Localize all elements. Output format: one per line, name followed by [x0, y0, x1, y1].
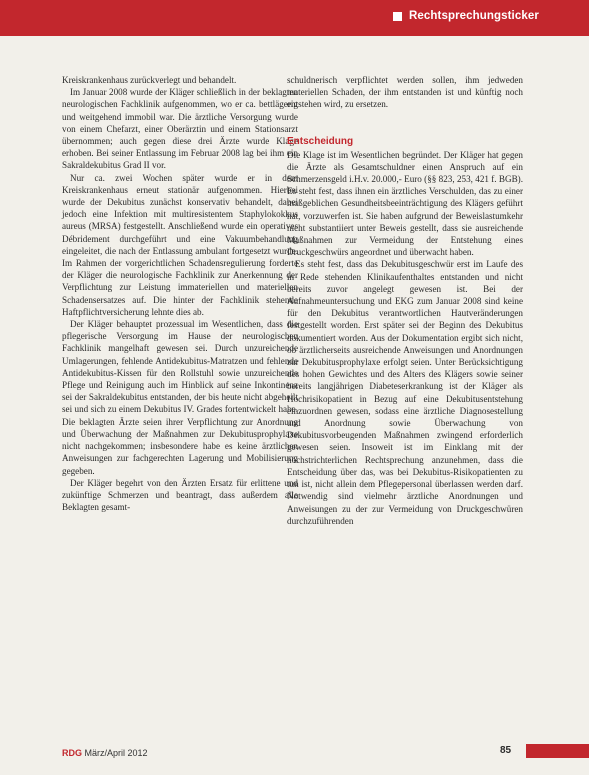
journal-brand: RDG [62, 748, 82, 758]
issue-date: März/April 2012 [84, 748, 148, 758]
paragraph: Der Kläger begehrt von den Ärzten Ersatz für erlittene und zukünftige Schmerzen und beantragt, dass außerdem alle Beklagten gesamt- [62, 477, 298, 513]
paragraph: Der Kläger behauptet prozessual im Wesentlichen, dass die pflegerische Versorgung im Hause der neurologischen Fachklinik mangelhaft gewesen sei. Durch unzureichende Umlagerungen, fehlende Antidekubitus-Matratzen und fehlende Antidekubitus-Kissen für den Rollstuhl sowie unzureichende Pflege und Reinigung auch im Hinblick auf seine Inkontinenz sei der Sakraldekubitus entstanden, der bis heute nicht abgeheilt sei und sich zu einem Dekubitus IV. Grades fortentwickelt habe. Die beklagten Ärzte seien ihrer Verpflichtung zur Anordnung und Überwachung der Maßnahmen zur Dekubitusprophylaxe nicht nachgekommen; insbesondere habe es keine ärztlichen Anweisungen zur fachgerechten Lagerung und Mobilisierung gegeben. [62, 319, 298, 476]
rubric-label [393, 6, 539, 26]
paragraph: Es steht fest, dass das Dekubitusgeschwür erst im Laufe des in Rede stehenden Klinikaufenthaltes entstanden und nicht bereits zuvor angelegt gewesen ist. Bei der Aufnahmeuntersuchung und EKG zum Januar 2008 sind keine für den Dekubitus verantwortlichen Hautveränderungen festgestellt worden. Erst später sei der Beginn des Dekubitus dokumentiert worden. Aus der Dokumentation ergibt sich nicht, ob ärztlicherseits ausreichende Anweisungen und Anordnungen zur Dekubitusprophylaxe erfolgt seien. Unter Berücksichtigung des hohen Gewichtes und des Alters des Klägers sowie seiner bereits langjährigen Diabeteserkrankung ist der Kläger als Hochrisikopatient in Bezug auf eine Dekubitusentstehung einzuordnen gewesen, sodass eine ärztliche Diagnosestellung und Anordnung sowie Überwachung von Dekubitusvorbeugenden Maßnahmen zwingend erforderlich gewesen seien. Insoweit ist im Einklang mit der höchstrichterlichen Rechtsprechung anzunehmen, dass die Entscheidung über das, was bei Dekubitus-Risikopatienten zu tun ist, nicht allein dem Pflegepersonal überlassen werden darf. Notwendig sind vielmehr ärztliche Anordnungen und Anweisungen zu der zur Vermeidung von Druckgeschwüren durchzuführenden [287, 259, 523, 526]
corner-mark [526, 744, 589, 758]
paragraph: Nur ca. zwei Wochen später wurde er in dem Kreiskrankenhaus erneut stationär aufgenommen. Hierbei wurde der Dekubitus zunächst konservativ behandelt, dabei jedoch eine Infektion mit multiresistentem Staphylokokkus aureus (MRSA) festgestellt. Anschließend wurde ein operatives Débridement durchgeführt und eine Vakuumbehandlung eingeleitet, die nach der Entlassung ambulant fortgesetzt wurde. Im Rahmen der vorgerichtlichen Schadensregulierung forderte der Kläger die neurologische Fachklinik zur Anerkennung der Verpflichtung zur Leistung immateriellen und materiellen Schadensersatzes auf. Die hinter der Fachklinik stehende Haftpflichtversicherung lehnte dies ab. [62, 172, 298, 317]
square-bullet-icon [393, 12, 402, 21]
paragraph: schuldnerisch verpflichtet werden sollen, ihm jedweden materiellen Schaden, der ihm entstanden ist und künftig noch entstehen wird, zu ersetzen. [287, 75, 523, 110]
paragraph: Die Klage ist im Wesentlichen begründet. Der Kläger hat gegen die Ärzte als Gesamtschuldner einen Anspruch auf ein Schmerzensgeld i.H.v. 20.000,- Euro (§§ 823, 253, 421 f. BGB). Es steht fest, dass ihnen ein ärztliches Verschulden, das zu einer maßgeblichen Gesundheitsbeeinträchtigung des Klägers geführt hat, vorzuwerfen ist. Sie haben aufgrund der Beweislastumkehr nicht substantiiert unter Beweis gestellt, dass sie ausreichende Maßnahmen zur Vermeidung der Entstehung eines Druckgeschwürs angeordnet und überwacht haben. [287, 149, 523, 258]
paragraph: Kreiskrankenhaus zurückverlegt und behandelt. [62, 75, 237, 85]
left-column [62, 74, 298, 513]
right-column [287, 74, 523, 527]
footer-issue [62, 748, 148, 758]
paragraph: Im Januar 2008 wurde der Kläger schließlich in der beklagten neurologischen Fachklinik aufgenommen, wo er ca. bettlägerig und weitgehend immobil war. Die ärztliche Versorgung wurde von einem Chefarzt, einer Oberärztin und einem Stationsarzt übernommen; auch gegen diese drei Ärzte wurde Klage erhoben. Bei seiner Entlassung im Februar 2008 lag bei ihm ein Sakraldekubitus Grad II vor. [62, 87, 298, 171]
rubric-title: Rechtsprechungsticker [409, 10, 539, 22]
page-number: 85 [500, 745, 512, 756]
section-heading: Entscheidung [287, 135, 354, 147]
